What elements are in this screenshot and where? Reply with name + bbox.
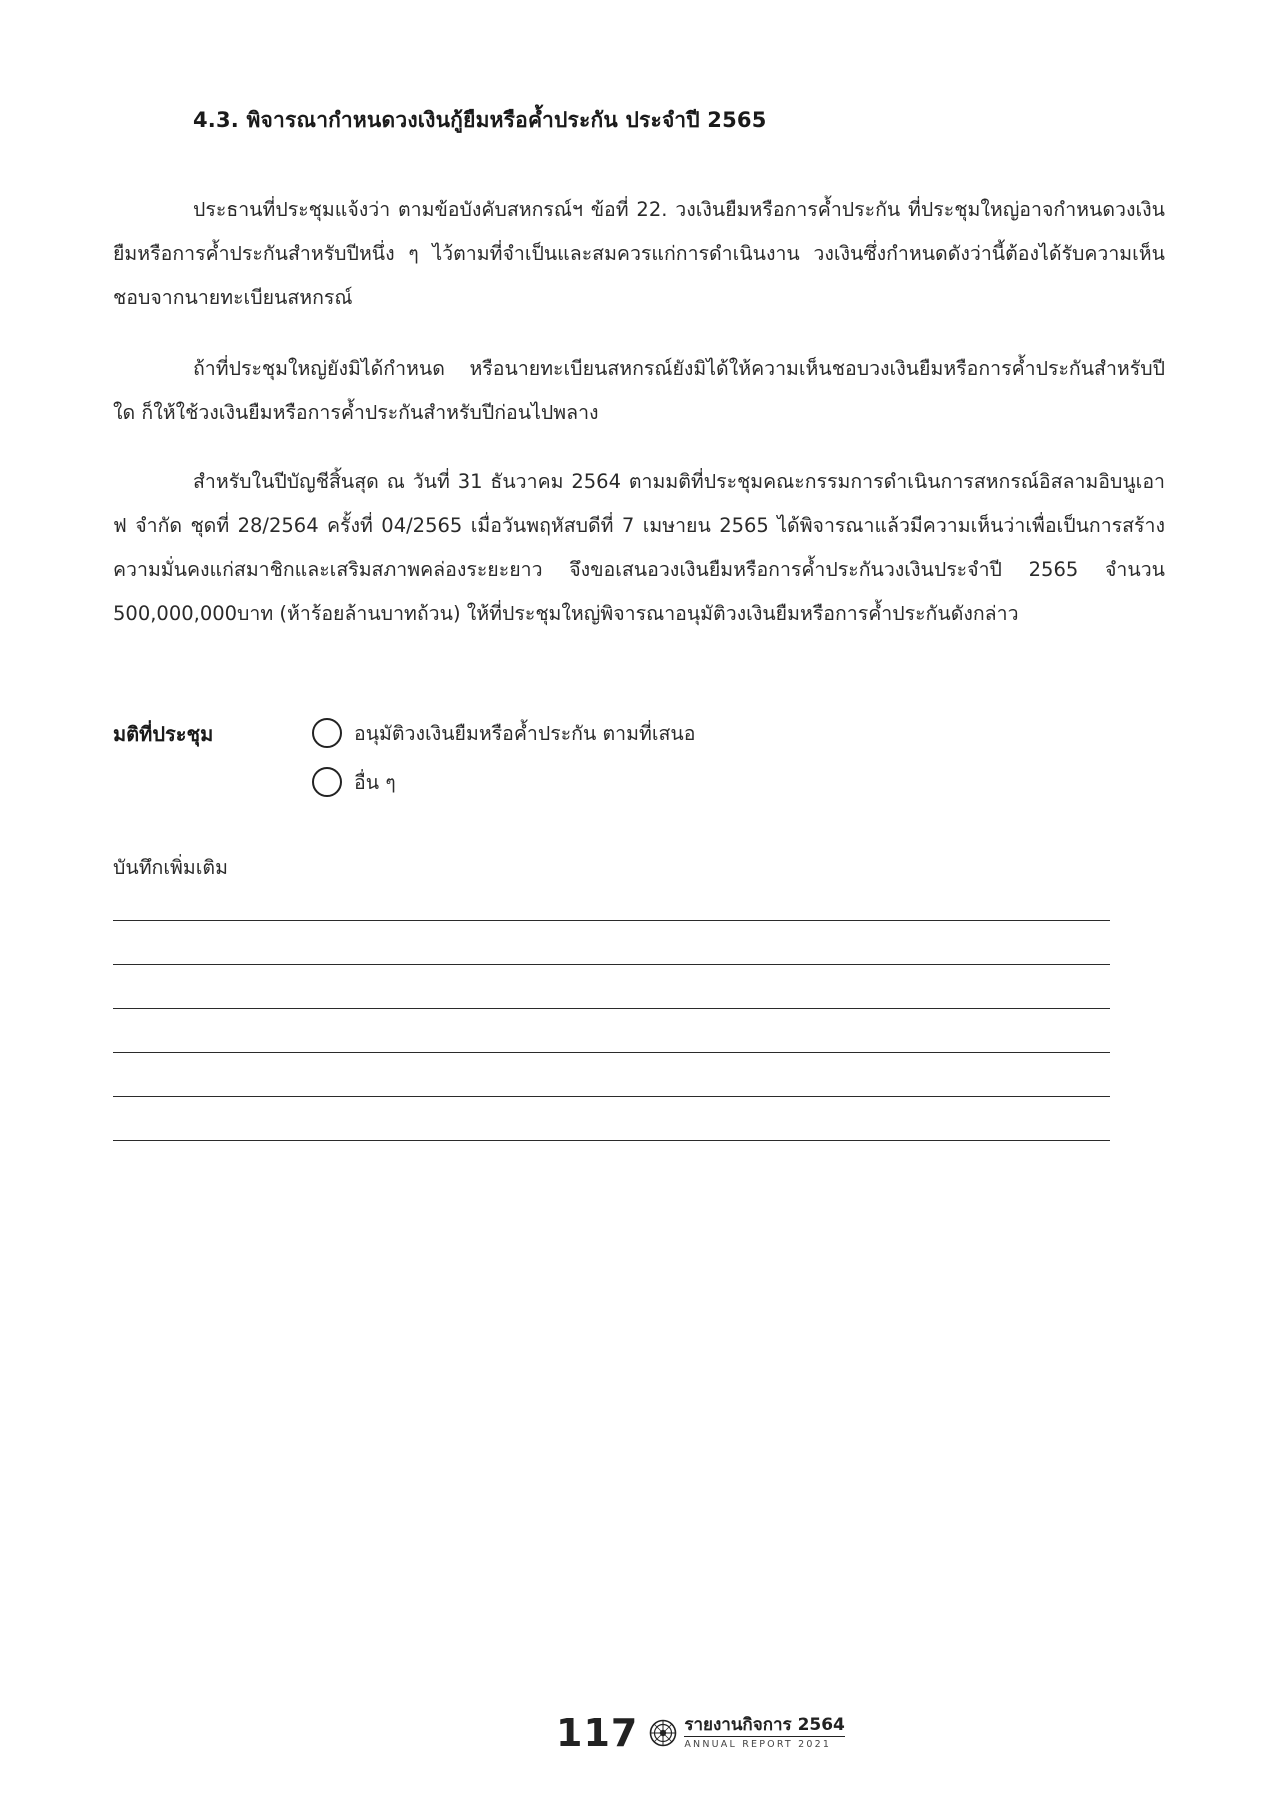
resolution-label: มติที่ประชุม xyxy=(113,722,214,746)
coop-logo-icon xyxy=(648,1718,678,1748)
paragraph-1: ประธานที่ประชุมแจ้งว่า ตามข้อบังคับสหกรณ์ฯ ข้อที่ 22. วงเงินยืมหรือการค้ำประกัน ที่ประชุมใหญ่อาจกำหนดวงเงินยืมหรือการค้ำประกันสำหรับปีหนึ่ง ๆ ไว้ตามที่จำเป็นและสมควรแก่การดำเนินงาน วงเงินซึ่งกำหนดดังว่านี้ต้องได้รับความเห็นชอบจากนายทะเบียนสหกรณ์ xyxy=(113,198,1165,309)
page-footer xyxy=(556,1705,845,1761)
notes-line-1[interactable] xyxy=(113,920,1110,921)
resolution-option-other[interactable] xyxy=(312,762,396,802)
notes-line-3[interactable] xyxy=(113,1008,1110,1009)
notes-line-5[interactable] xyxy=(113,1096,1110,1097)
report-title-thai: รายงานกิจการ 2564 xyxy=(684,1714,845,1735)
paragraph-2: ถ้าที่ประชุมใหญ่ยังมิได้กำหนด หรือนายทะเบียนสหกรณ์ยังมิได้ให้ความเห็นชอบวงเงินยืมหรือการค้ำประกันสำหรับปีใด ก็ให้ใช้วงเงินยืมหรือการค้ำประกันสำหรับปีก่อนไปพลาง xyxy=(113,357,1165,424)
report-title-block xyxy=(684,1714,845,1750)
radio-circle-icon[interactable] xyxy=(312,767,342,797)
page-number: 117 xyxy=(556,1711,639,1755)
report-title-english: ANNUAL REPORT 2021 xyxy=(684,1738,832,1750)
notes-line-4[interactable] xyxy=(113,1052,1110,1053)
notes-label: บันทึกเพิ่มเติม xyxy=(113,856,228,879)
option-label: อนุมัติวงเงินยืมหรือค้ำประกัน ตามที่เสนอ xyxy=(354,721,696,745)
notes-line-2[interactable] xyxy=(113,964,1110,965)
radio-circle-icon[interactable] xyxy=(312,718,342,748)
paragraph-3: สำหรับในปีบัญชีสิ้นสุด ณ วันที่ 31 ธันวาคม 2564 ตามมติที่ประชุมคณะกรรมการดำเนินการสหกรณ์อิสลามอิบนูเอาฟ จำกัด ชุดที่ 28/2564 ครั้งที่ 04/2565 เมื่อวันพฤหัสบดีที่ 7 เมษายน 2565 ได้พิจารณาแล้วมีความเห็นว่าเพื่อเป็นการสร้างความมั่นคงแก่สมาชิกและเสริมสภาพคล่องระยะยาว จึงขอเสนอวงเงินยืมหรือการค้ำประกันวงเงินประจำปี 2565 จำนวน 500,000,000บาท (ห้าร้อยล้านบาทถ้วน) ให้ที่ประชุมใหญ่พิจารณาอนุมัติวงเงินยืมหรือการค้ำประกันดังกล่าว xyxy=(113,470,1165,625)
notes-line-6[interactable] xyxy=(113,1140,1110,1141)
resolution-option-approve[interactable] xyxy=(312,713,695,753)
section-heading: 4.3. พิจารณากำหนดวงเงินกู้ยืมหรือค้ำประกัน ประจำปี 2565 xyxy=(193,108,767,132)
option-label: อื่น ๆ xyxy=(354,770,396,794)
